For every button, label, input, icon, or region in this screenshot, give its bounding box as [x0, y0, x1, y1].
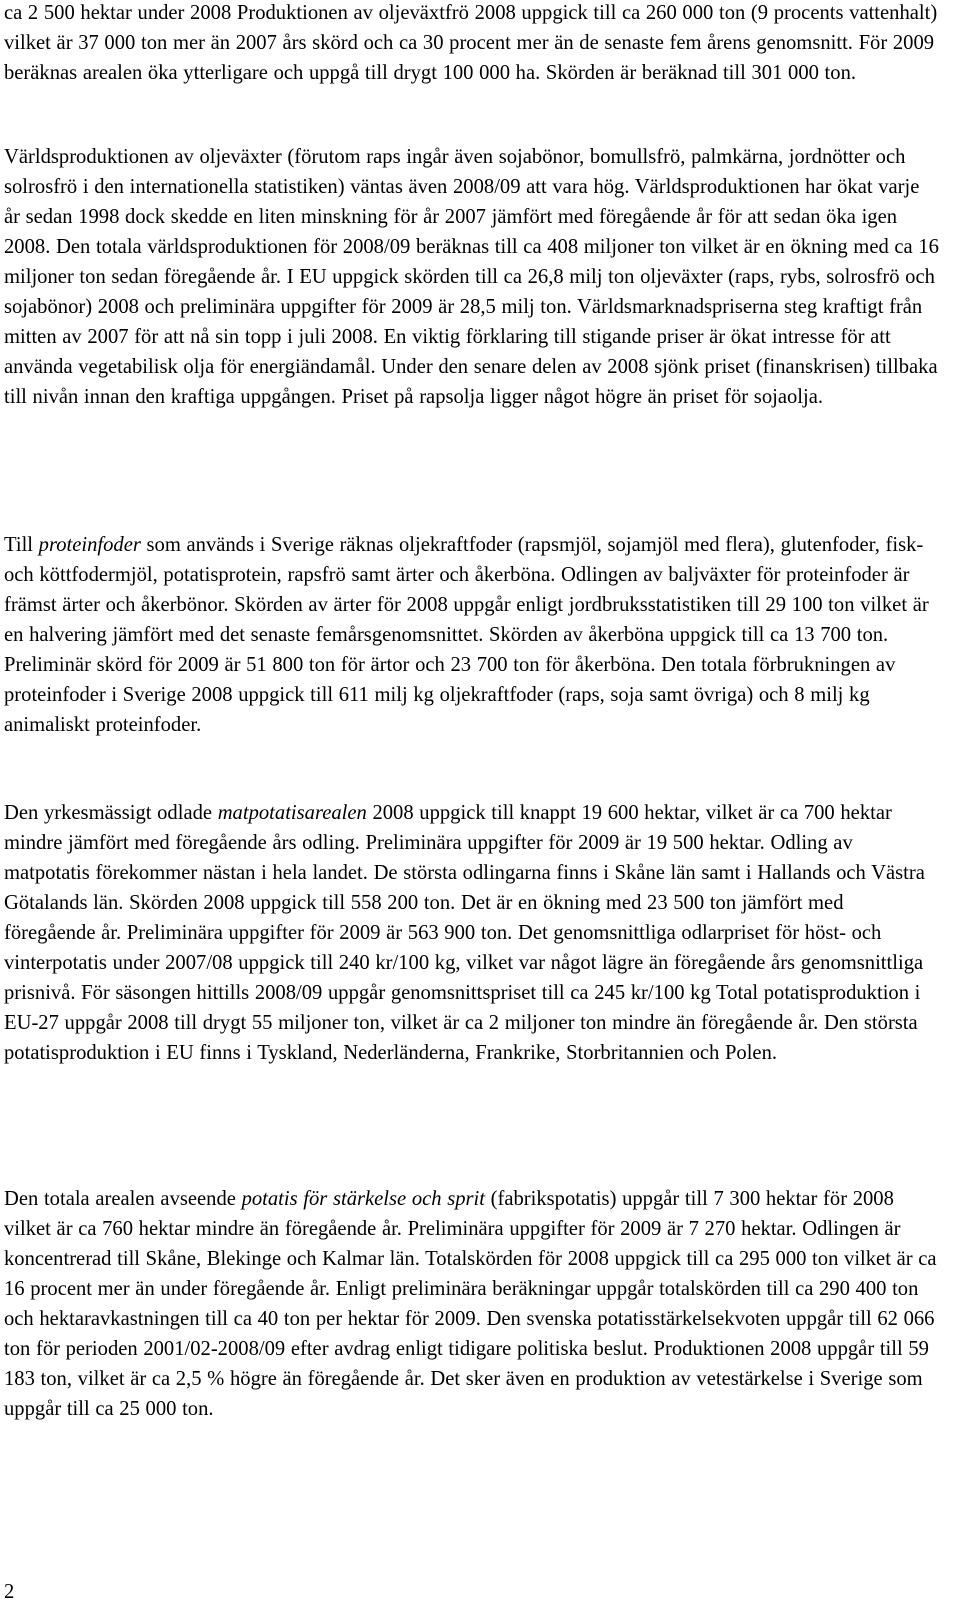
page-number: 2 [4, 1581, 15, 1603]
paragraph-oilseed-production [4, 0, 940, 88]
italic-term-matpotatisarealen: matpotatisarealen [217, 802, 367, 824]
text-run: Den yrkesmässigt odlade [4, 802, 218, 824]
paragraph-table-potato-area [4, 798, 940, 1068]
text-run: ca 2 500 hektar under 2008 Produktionen av oljeväxtfrö 2008 uppgick till ca 260 000 ton (9 procents vattenhalt) vilket är 37 000 ton mer än 2007 års skörd och ca 30 procent mer än de senaste fem årens genomsnitt. För 2009 beräknas arealen öka ytterligare och uppgå till drygt 100 000 ha. Skörden är beräknad till 301 000 ton. [4, 2, 938, 84]
text-run: (fabrikspotatis) uppgår till 7 300 hektar för 2008 vilket är ca 760 hektar mindre än föregående år. Preliminära uppgifter för 2009 är 7 270 hektar. Odlingen är koncentrerad till Skåne, Blekinge och Kalmar län. Totalskörden för 2008 uppgick till ca 295 000 ton vilket är ca 16 procent mer än under föregående år. Enligt preliminära beräkningar uppgår totalskörden till ca 290 400 ton och hektaravkastningen till ca 40 ton per hektar för 2009. Den svenska potatisstärkelsekvoten uppgår till 62 066 ton för perioden 2001/02-2008/09 efter avdrag enligt tidigare politiska beslut. Produktionen 2008 uppgår till 59 183 ton, vilket är ca 2,5 % högre än föregående år. Det sker även en produktion av vetestärkelse i Sverige som uppgår till ca 25 000 ton. [4, 1188, 937, 1420]
italic-term-starch-potato: potatis för stärkelse och sprit [241, 1188, 485, 1210]
text-run: Världsproduktionen av oljeväxter (förutom raps ingår även sojabönor, bomullsfrö, palmkärna, jordnötter och solrosfrö i den internationella statistiken) väntas även 2008/09 att vara hög. Världsproduktionen har ökat varje år sedan 1998 dock skedde en liten minskning för år 2007 jämfört med föregående år för att sedan öka igen 2008. Den totala världsproduktionen för 2008/09 beräknas till ca 408 miljoner ton vilket är en ökning med ca 16 miljoner ton sedan föregående år. I EU uppgick skörden till ca 26,8 milj ton oljeväxter (raps, rybs, solrosfrö och sojabönor) 2008 och preliminära uppgifter för 2009 är 28,5 milj ton. Världsmarknadspriserna steg kraftigt från mitten av 2007 för att nå sin topp i juli 2008. En viktig förklaring till stigande priser är ökat intresse för att använda vegetabilisk olja för energiändamål. Under den senare delen av 2008 sjönk priset (finanskrisen) tillbaka till nivån innan den kraftiga uppgången. Priset på rapsolja ligger något högre än priset för sojaolja. [4, 146, 939, 408]
paragraph-world-oilseed-production [4, 142, 940, 412]
text-run: 2008 uppgick till knappt 19 600 hektar, vilket är ca 700 hektar mindre jämfört med föregående års odling. Preliminära uppgifter för 2009 är 19 500 hektar. Odling av matpotatis förekommer nästan i hela landet. De största odlingarna finns i Skåne län samt i Hallands och Västra Götalands län. Skörden 2008 uppgick till 558 200 ton. Det är en ökning med 23 500 ton jämfört med föregående år. Preliminära uppgifter för 2009 är 563 900 ton. Det genomsnittliga odlarpriset för höst- och vinterpotatis under 2007/08 uppgick till 240 kr/100 kg, vilket var något lägre än föregående års genomsnittliga prisnivå. För säsongen hittills 2008/09 uppgår genomsnittspriset till ca 245 kr/100 kg Total potatisproduktion i EU-27 uppgår 2008 till drygt 55 miljoner ton, vilket är ca 2 miljoner ton mindre än föregående år. Den största potatisproduktion i EU finns i Tyskland, Nederländerna, Frankrike, Storbritannien och Polen. [4, 802, 925, 1064]
text-run: som används i Sverige räknas oljekraftfoder (rapsmjöl, sojamjöl med flera), glutenfoder, fisk- och köttfodermjöl, potatisprotein, rapsfrö samt ärter och åkerböna. Odlingen av baljväxter för proteinfoder är främst ärter och åkerbönor. Skörden av ärter för 2008 uppgår enligt jordbruksstatistiken till 29 100 ton vilket är en halvering jämfört med det senaste femårsgenomsnittet. Skörden av åkerböna uppgick till ca 13 700 ton. Preliminär skörd för 2009 är 51 800 ton för ärtor och 23 700 ton för åkerböna. Den totala förbrukningen av proteinfoder i Sverige 2008 uppgick till 611 milj kg oljekraftfoder (raps, soja samt övriga) och 8 milj kg animaliskt proteinfoder. [4, 534, 929, 736]
paragraph-protein-feed [4, 530, 940, 740]
text-run: Till [4, 534, 39, 556]
text-run: Den totala arealen avseende [4, 1188, 242, 1210]
paragraph-starch-potato [4, 1184, 940, 1424]
italic-term-proteinfoder: proteinfoder [38, 534, 141, 556]
